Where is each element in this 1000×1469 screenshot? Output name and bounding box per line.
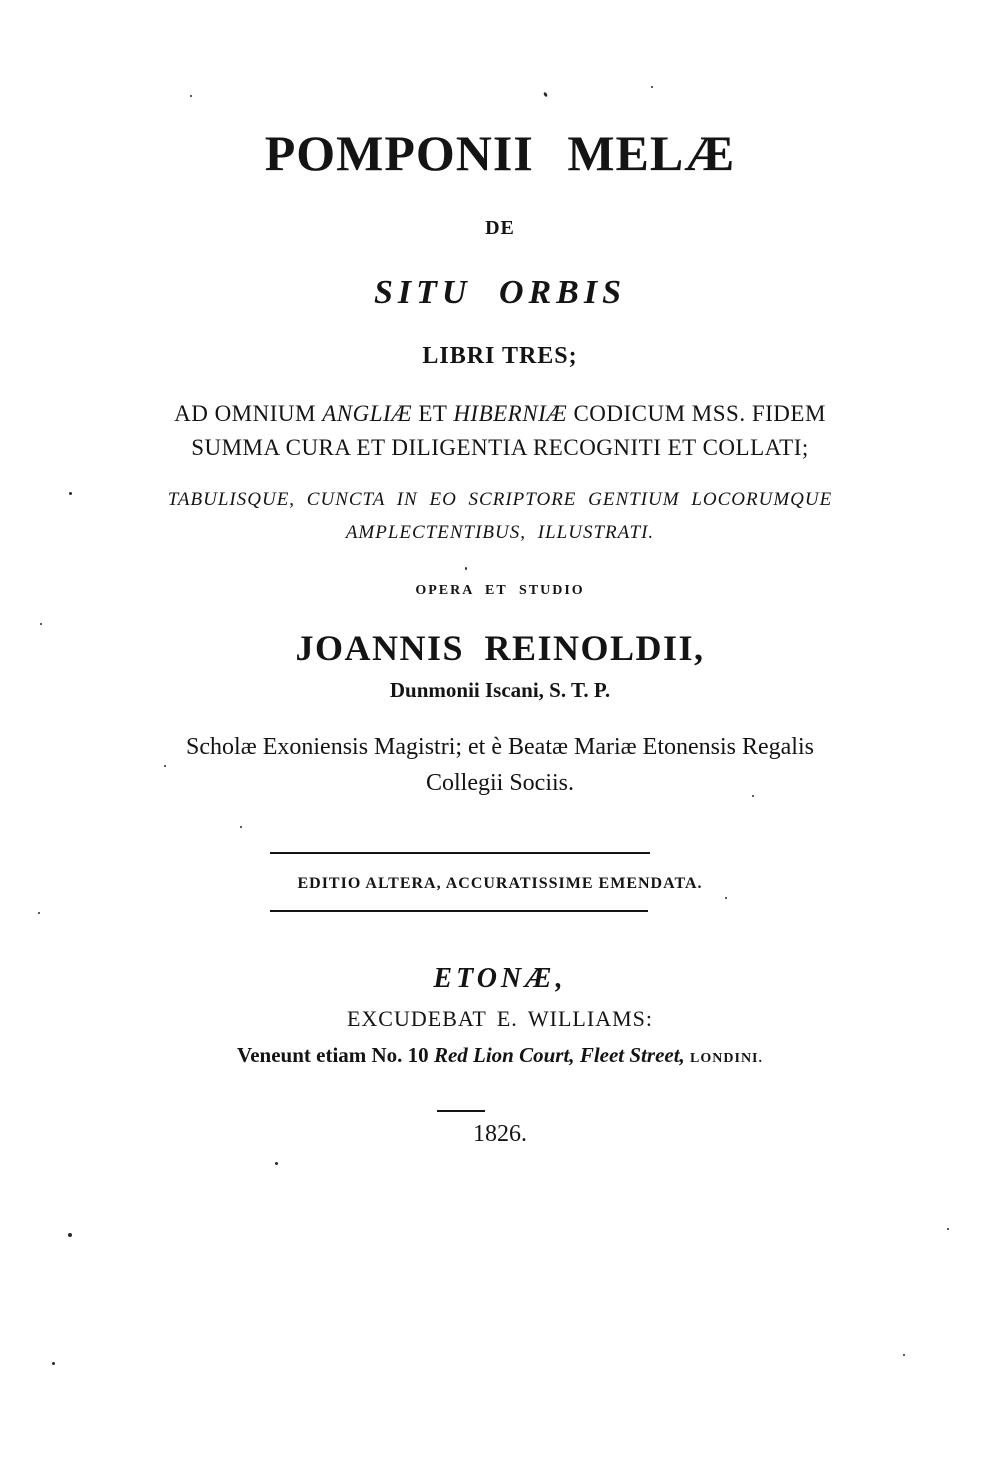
author-name: JOANNIS REINOLDII,	[295, 628, 705, 668]
scan-speck	[651, 86, 653, 88]
collation-text-a: AD OMNIUM	[174, 401, 323, 426]
sale-address-2: Fleet Street,	[579, 1043, 685, 1067]
books-count: LIBRI TRES;	[422, 343, 578, 369]
scan-speck	[903, 1354, 905, 1356]
scan-speck	[38, 912, 40, 914]
scan-speck	[68, 1233, 72, 1237]
collation-angliae: ANGLIÆ	[322, 401, 413, 426]
scan-speck	[40, 623, 42, 625]
imprint-year: 1826.	[473, 1121, 527, 1147]
book-subject: SITU ORBIS	[373, 274, 626, 311]
scan-speck	[543, 92, 548, 98]
tabulis-line-1: TABULISQUE, CUNCTA IN EO SCRIPTORE GENTIUM LOCORUMQUE	[167, 489, 833, 510]
collation-line-1	[0, 402, 1000, 425]
scan-speck	[190, 95, 192, 97]
imprint-printer: EXCUDEBAT E. WILLIAMS:	[346, 1006, 653, 1031]
book-title: POMPONII MELÆ	[264, 125, 736, 181]
divider-rule-bottom	[270, 910, 648, 912]
imprint-sale	[0, 1045, 1000, 1066]
affiliation-line-1: Scholæ Exoniensis Magistri; et è Beatæ Mariæ Etonensis Regalis	[186, 734, 814, 760]
title-de: DE	[485, 217, 515, 239]
scan-speck	[752, 795, 754, 797]
sale-text-a: Veneunt etiam No. 10	[236, 1043, 434, 1067]
collation-hiberniae: HIBERNIÆ	[453, 401, 568, 426]
scan-speck	[947, 1228, 949, 1230]
scan-speck	[275, 1162, 278, 1165]
sale-address-1: Red Lion Court,	[433, 1043, 575, 1067]
author-title: Dunmonii Iscani, S. T. P.	[389, 678, 611, 702]
collation-line-2: SUMMA CURA ET DILIGENTIA RECOGNITI ET COLLATI;	[191, 435, 809, 460]
scan-speck	[240, 826, 242, 828]
tabulis-line-2: AMPLECTENTIBUS, ILLUSTRATI.	[345, 522, 655, 543]
imprint-place: ETONÆ,	[433, 963, 567, 994]
sale-city: LONDINI.	[690, 1051, 764, 1066]
collation-text-b: ET	[412, 401, 454, 426]
year-rule	[437, 1110, 485, 1112]
scan-speck	[69, 492, 72, 495]
collation-text-c: CODICUM MSS. FIDEM	[567, 401, 826, 426]
affiliation-line-2: Collegii Sociis.	[425, 770, 574, 796]
scan-speck	[52, 1362, 55, 1365]
scan-speck	[164, 765, 166, 767]
opera-et-studio: OPERA ET STUDIO	[415, 583, 585, 598]
divider-rule-top	[270, 852, 650, 854]
scan-speck	[465, 567, 467, 570]
edition-statement: EDITIO ALTERA, ACCURATISSIME EMENDATA.	[297, 875, 703, 892]
scan-speck	[725, 897, 727, 899]
